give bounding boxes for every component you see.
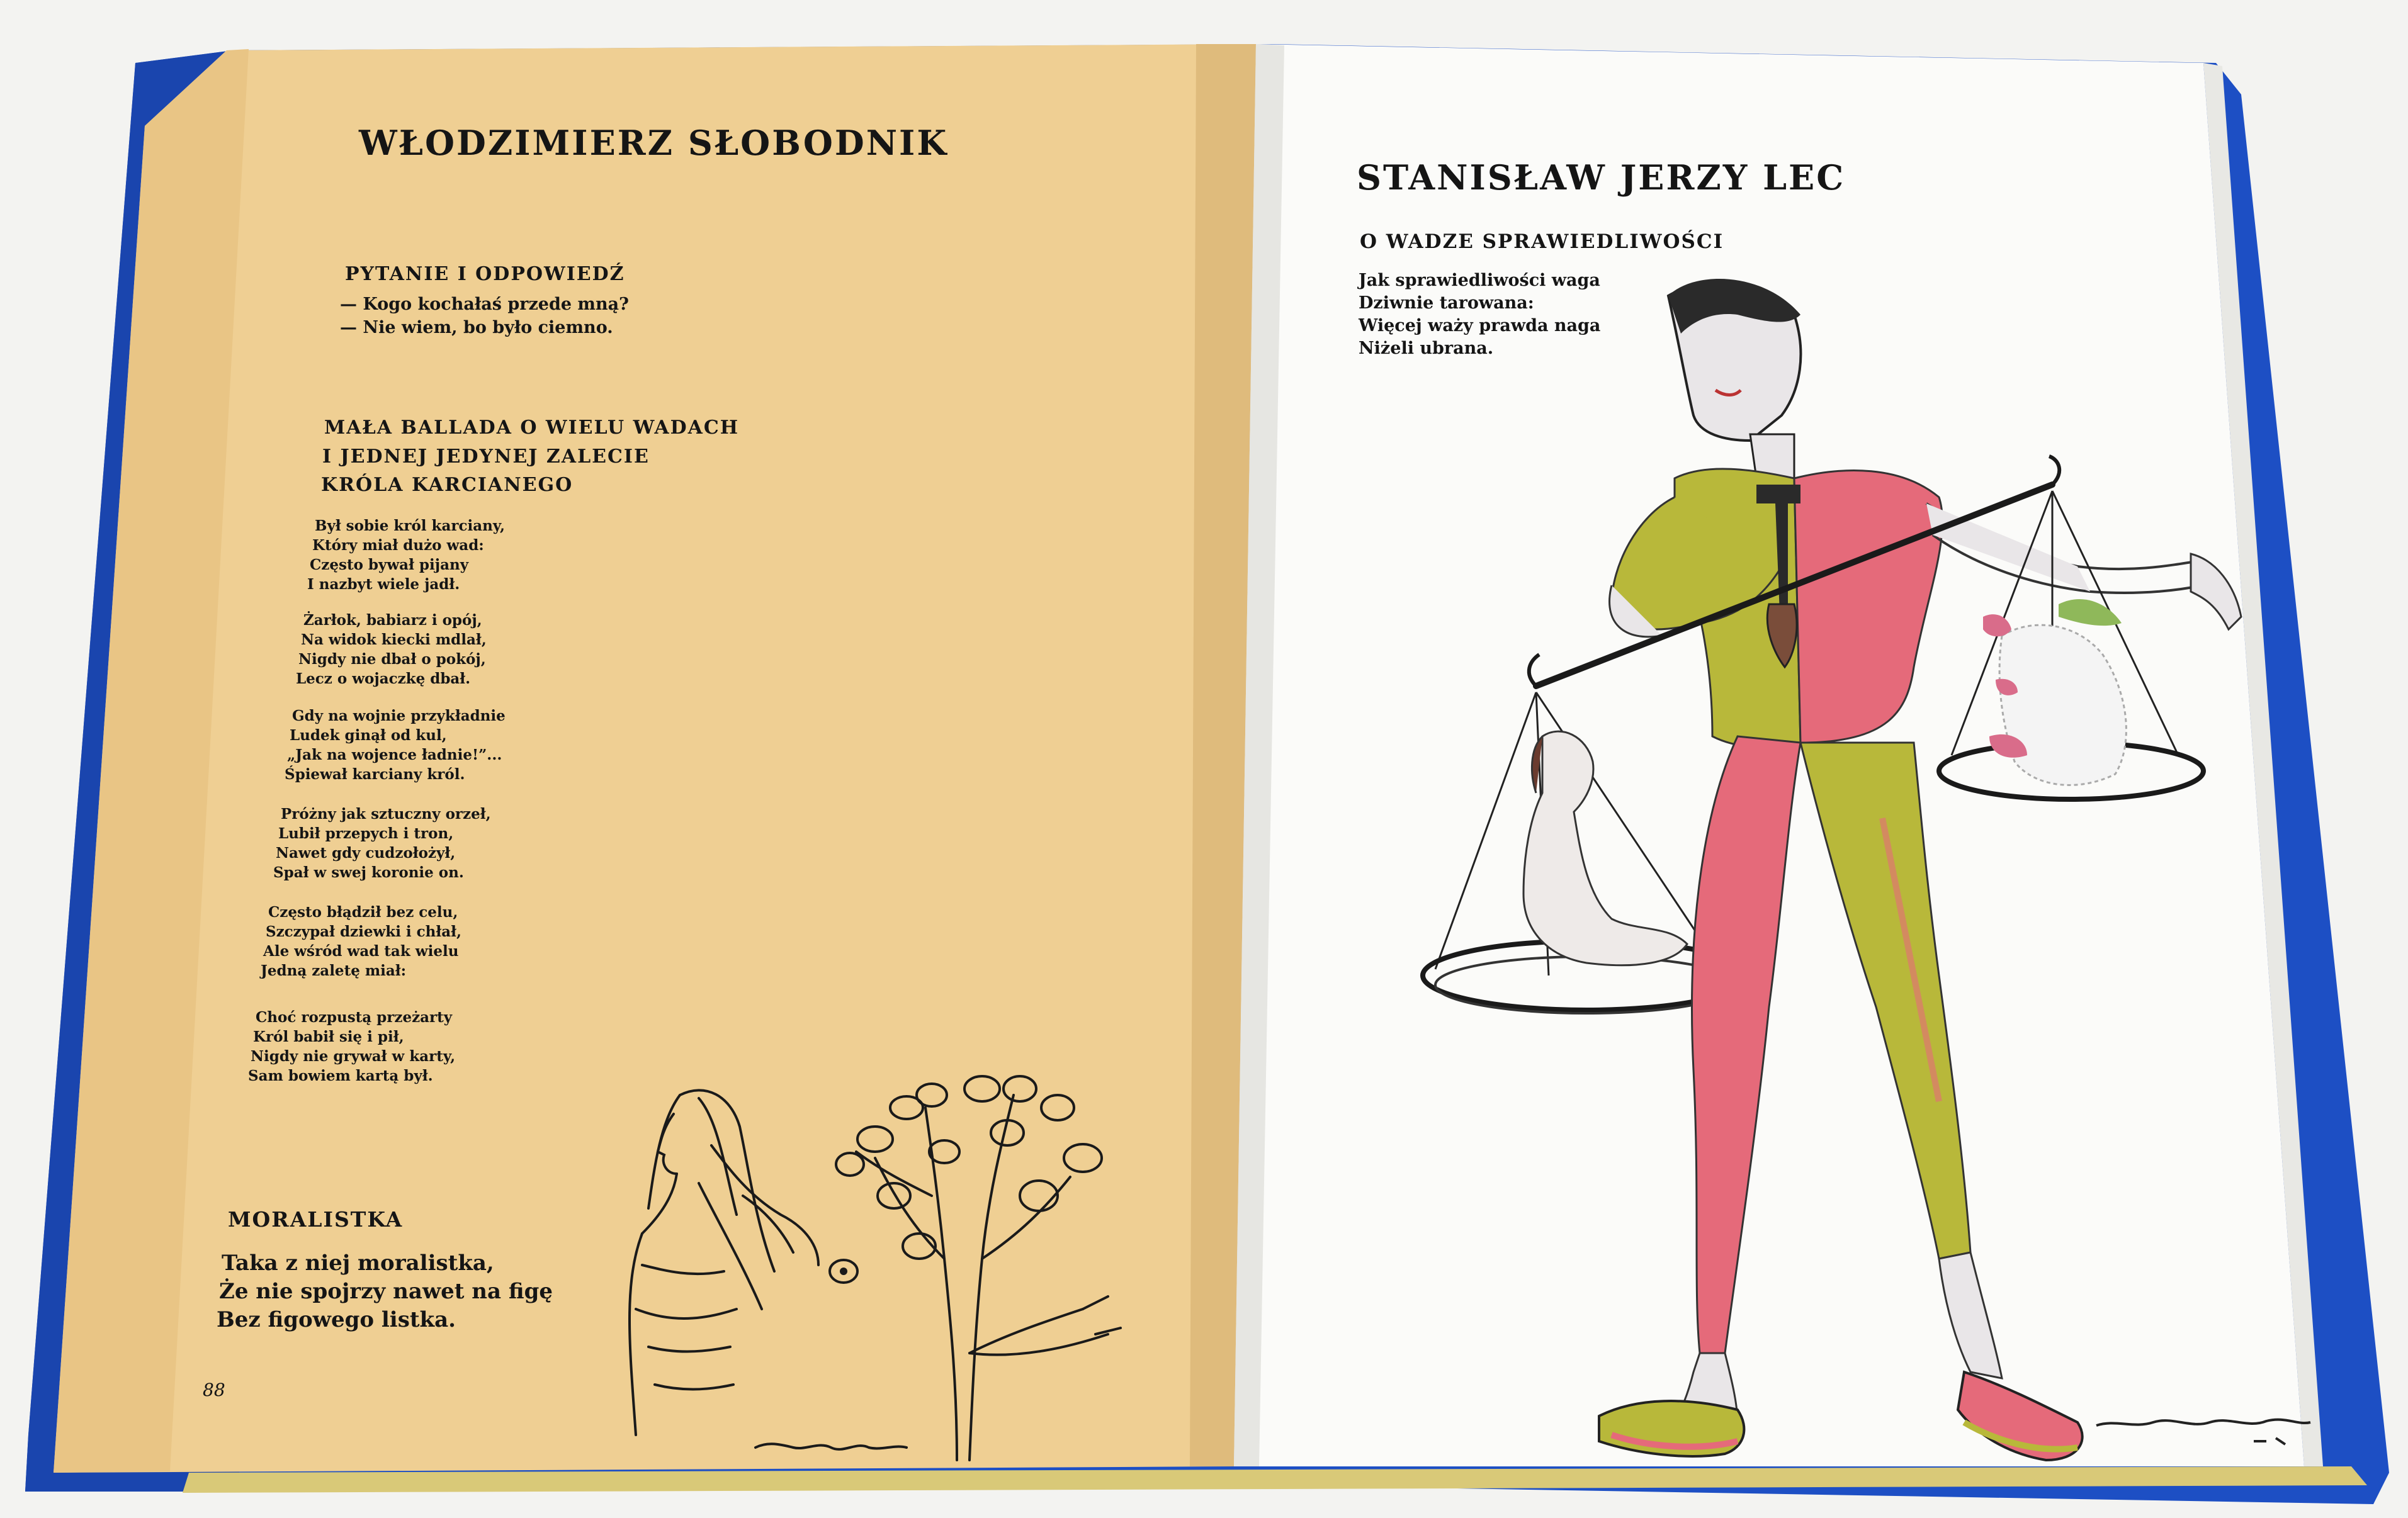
page-number: 88 xyxy=(203,1380,225,1400)
stanza-line: Lubił przepych i tron, xyxy=(278,825,454,842)
poem1-line: — Nie wiem, bo było ciemno. xyxy=(340,318,613,337)
stanza-line: „Jak na wojence ładnie!”... xyxy=(287,746,502,763)
poem2-title-line: KRÓLA KARCIANEGO xyxy=(321,474,574,496)
right-poem-line: Niżeli ubrana. xyxy=(1359,339,1494,358)
poem1-title: PYTANIE I ODPOWIEDŹ xyxy=(345,263,625,285)
stanza-line: Sam bowiem kartą był. xyxy=(248,1067,433,1084)
stanza-line: Ludek ginął od kul, xyxy=(290,727,447,744)
stanza-line: Szczypał dziewki i chłał, xyxy=(266,923,462,940)
stanza-line: Który miał dużo wad: xyxy=(312,537,484,554)
stanza-line: Próżny jak sztuczny orzeł, xyxy=(281,806,491,823)
stanza-line: Śpiewał karciany król. xyxy=(285,766,465,783)
stanza-line: Nawet gdy cudzołożył, xyxy=(276,845,456,862)
stanza-line: Jedną zaletę miał: xyxy=(261,962,407,979)
right-author-name: STANISŁAW JERZY LEC xyxy=(1357,157,1846,198)
poem2-title-line: I JEDNEJ JEDYNEJ ZALECIE xyxy=(322,446,650,468)
stanza-line: Choć rozpustą przeżarty xyxy=(256,1009,453,1026)
right-poem-line: Więcej waży prawda naga xyxy=(1359,316,1601,335)
stanza-line: I nazbyt wiele jadł. xyxy=(307,576,460,593)
poem3-line: Bez figowego listka. xyxy=(217,1307,456,1332)
stanza-line: Król babił się i pił, xyxy=(253,1028,404,1045)
stanza-line: Nigdy nie dbał o pokój, xyxy=(298,651,486,668)
stanza-line: Często bywał pijany xyxy=(310,556,469,573)
right-poem-line: Jak sprawiedliwości waga xyxy=(1359,271,1600,290)
poem2-title-line: MAŁA BALLADA O WIELU WADACH xyxy=(324,417,740,439)
stanza-line: Spał w swej koronie on. xyxy=(273,864,464,881)
stanza-line: Był sobie król karciany, xyxy=(315,517,506,534)
stanza-line: Żarłok, babiarz i opój, xyxy=(303,612,482,629)
stanza-line: Lecz o wojaczkę dbał. xyxy=(296,670,471,687)
stanza-line: Ale wśród wad tak wielu xyxy=(263,943,459,960)
right-poem-line: Dziwnie tarowana: xyxy=(1359,293,1534,313)
poem3-line: Taka z niej moralistka, xyxy=(222,1251,494,1276)
right-poem-title: O WADZE SPRAWIEDLIWOŚCI xyxy=(1360,230,1724,253)
stanza-line: Nigdy nie grywał w karty, xyxy=(251,1048,456,1065)
stanza-line: Na widok kiecki mdlał, xyxy=(301,631,487,648)
poem3-title: MORALISTKA xyxy=(228,1207,404,1232)
stanza-line: Często błądził bez celu, xyxy=(268,904,458,921)
stanza-line: Gdy na wojnie przykładnie xyxy=(292,707,506,724)
poem3-line: Że nie spojrzy nawet na figę xyxy=(219,1279,553,1304)
poem1-line: — Kogo kochałaś przede mną? xyxy=(340,295,629,314)
left-author-name: WŁODZIMIERZ SŁOBODNIK xyxy=(359,123,949,163)
